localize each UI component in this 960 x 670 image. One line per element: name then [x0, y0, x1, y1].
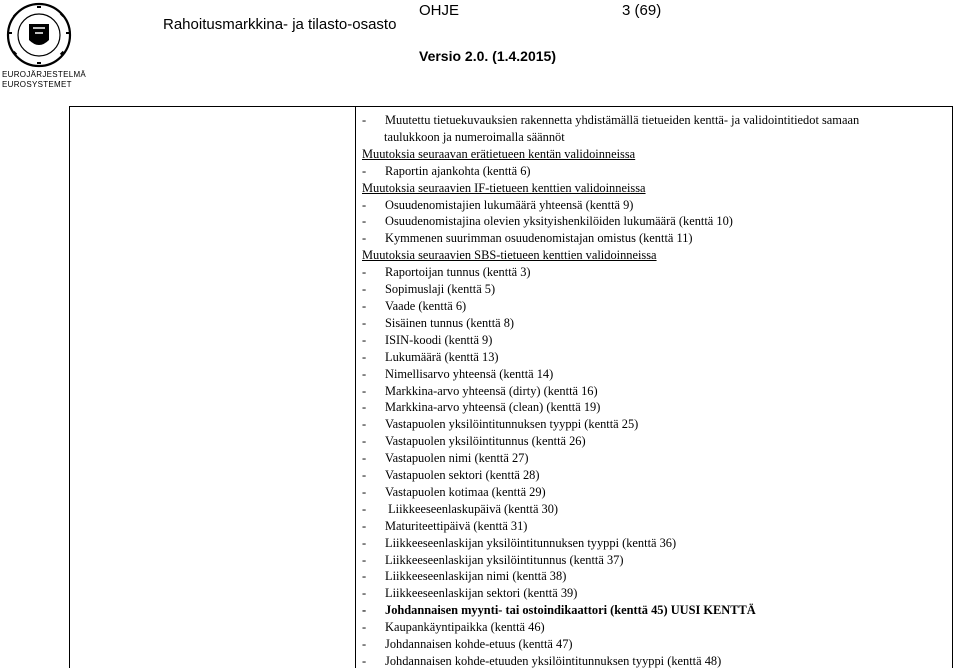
- logo-subtitle-1: EUROJÄRJESTELMÄ: [2, 70, 87, 79]
- list-item: - Vaade (kenttä 6): [362, 298, 467, 313]
- list-item: - Vastapuolen yksilöintitunnuksen tyyppi (kenttä 25): [362, 417, 639, 432]
- list-item: - Vastapuolen nimi (kenttä 27): [362, 451, 529, 466]
- list-item: - Lukumäärä (kenttä 13): [362, 349, 499, 364]
- change-item-continued: taulukkoon ja numeroimalla säännöt: [384, 129, 565, 144]
- list-item: - Maturiteettipäivä (kenttä 31): [362, 518, 528, 533]
- section-heading: Muutoksia seuraavien SBS-tietueen kenttien validoinneissa: [362, 248, 657, 263]
- list-item: - Nimellisarvo yhteensä (kenttä 14): [362, 366, 554, 381]
- bank-seal-icon: [2, 2, 76, 68]
- change-item: - Muutettu tietuekuvauksien rakennetta yhdistämällä tietueiden kenttä- ja validointitiedot samaan: [362, 113, 860, 127]
- organization-name: Rahoitusmarkkina- ja tilasto-osasto: [163, 16, 397, 33]
- list-item: - Osuudenomistajina olevien yksityishenkilöiden lukumäärä (kenttä 10): [362, 214, 733, 229]
- list-item: - Liikkeeseenlaskijan yksilöintitunnus (kenttä 37): [362, 552, 624, 567]
- list-item: - Markkina-arvo yhteensä (clean) (kenttä 19): [362, 400, 601, 415]
- change-log-table: [69, 106, 953, 668]
- logo-subtitle-2: EUROSYSTEMET: [2, 80, 72, 89]
- list-item: - Markkina-arvo yhteensä (dirty) (kenttä 16): [362, 383, 598, 398]
- list-item: - Liikkeeseenlaskijan yksilöintitunnuksen tyyppi (kenttä 36): [362, 535, 677, 550]
- section-heading: Muutoksia seuraavan erätietueen kentän validoinneissa: [362, 146, 636, 161]
- list-item: - Sopimuslaji (kenttä 5): [362, 282, 496, 297]
- list-item: - Vastapuolen yksilöintitunnus (kenttä 26): [362, 434, 586, 449]
- list-item: - Raportin ajankohta (kenttä 6): [362, 163, 531, 178]
- list-item: - Johdannaisen myynti- tai ostoindikaattori (kenttä 45) UUSI KENTTÄ: [362, 603, 756, 618]
- bank-logo: [0, 0, 87, 96]
- list-item: - Johdannaisen kohde-etuuden yksilöintitunnuksen tyyppi (kenttä 48): [362, 654, 722, 668]
- list-item: - Sisäinen tunnus (kenttä 8): [362, 315, 515, 330]
- list-item: - Liikkeeseenlaskupäivä (kenttä 30): [362, 501, 559, 516]
- page-number: 3 (69): [622, 2, 662, 19]
- list-item: - Vastapuolen sektori (kenttä 28): [362, 468, 540, 483]
- list-item: - Vastapuolen kotimaa (kenttä 29): [362, 484, 546, 499]
- list-item: - Kaupankäyntipaikka (kenttä 46): [362, 620, 545, 635]
- change-description-cell: [362, 112, 947, 670]
- list-item: - ISIN-koodi (kenttä 9): [362, 332, 493, 347]
- sbs-field-list: [362, 264, 947, 670]
- document-type: OHJE: [419, 2, 460, 19]
- column-divider: [355, 107, 356, 668]
- version-label: Versio 2.0. (1.4.2015): [419, 48, 556, 64]
- list-item: - Johdannaisen kohde-etuus (kenttä 47): [362, 637, 573, 652]
- section-heading: Muutoksia seuraavien IF-tietueen kenttien validoinneissa: [362, 180, 646, 195]
- list-item: - Liikkeeseenlaskijan sektori (kenttä 39): [362, 586, 578, 601]
- list-item: - Kymmenen suurimman osuudenomistajan omistus (kenttä 11): [362, 231, 693, 246]
- list-item: - Raportoijan tunnus (kenttä 3): [362, 265, 531, 280]
- list-item: - Osuudenomistajien lukumäärä yhteensä (kenttä 9): [362, 197, 634, 212]
- list-item: - Liikkeeseenlaskijan nimi (kenttä 38): [362, 569, 567, 584]
